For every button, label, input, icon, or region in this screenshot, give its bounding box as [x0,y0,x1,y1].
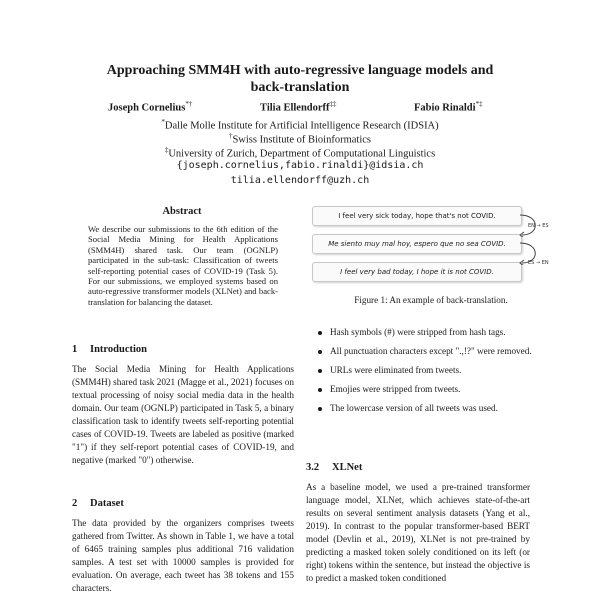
list-item: Emojies were stripped from tweets. [316,383,536,396]
affiliation-3: ‡University of Zurich, Department of Computational Linguistics [164,146,436,160]
arrow-label-en-es: EN → ES [528,223,549,229]
list-item: All punctuation characters except ".,!?" were removed. [316,345,536,358]
abstract-text: We describe our submissions to the 6th edition of the Social Media Mining for Health Applications (SMM4H) shared task. Our team (OGNLP) participated in the sub-task: Classification of tweets self-reporting potential cases of COVID-19 (Task 5). For our submissions, we employed systems based on auto-regressive transformer models (XLNet) and back-translation for balancing the dataset. [88,224,278,307]
figure-caption: Figure 1: An example of back-translation. [354,295,508,305]
bullet-icon [318,331,322,335]
section-heading-xlnet: 3.2 XLNet [306,462,363,473]
section-heading-introduction: 1 Introduction [72,344,147,355]
bullet-icon [318,388,322,392]
introduction-text: The Social Media Mining for Health Applications (SMM4H) shared task 2021 (Magge et al., 2021) focuses on textual processing of noisy social media data in the health domain. Our team (OGNLP) participated in Task 5, a binary classification task to identify tweets self-reporting potential cases of COVID-19. Tweets are labeled as positive (marked "1") if they self-report potential cases of COVID-19, and negative (marked "0") otherwise. [72,364,294,465]
list-item: URLs were eliminated from tweets. [316,364,536,377]
bullet-icon [318,350,322,354]
section-heading-dataset: 2 Dataset [72,498,124,509]
author-2: Tilia Ellendorff‡‡ [260,100,337,114]
list-item: Hash symbols (#) were stripped from hash tags. [316,326,536,339]
xlnet-text: As a baseline model, we used a pre-trained transformer language model, XLNet, which achieves state-of-the-art results on several sentiment analysis datasets (Yang et al., 2019). In contrast to the popular transformer-based BERT model (Devlin et al., 2019), XLNet is not pre-trained by predicting a masked token solely conditioned on its left (or right) tokens within the sentence, but instead the objective is to predict a masked token conditioned [306,482,530,583]
author-3: Fabio Rinaldi*‡ [414,100,483,114]
email-1: {joseph.cornelius,fabio.rinaldi}@idsia.ch [176,160,424,171]
figure-sentence-spanish: Me siento muy mal hoy, espero que no sea COVID. [312,234,522,254]
bullet-icon [318,407,322,411]
dataset-text: The data provided by the organizers comprises tweets gathered from Twitter. As shown in Table 1, we have a total of 6465 training samples plus additional 716 validation samples. A test set with 10000 samples is provided for evaluation. On average, each tweet has 38 tokens and 155 characters. [72,518,294,593]
title-line-2: back-translation [250,80,350,95]
figure-sentence-backtranslated: I feel very bad today, I hope it is not COVID. [312,262,522,282]
bullet-icon [318,369,322,373]
abstract-heading: Abstract [162,206,202,217]
arrow-label-es-en: ES → EN [528,260,549,266]
paper-title [80,62,520,96]
figure-sentence-original: I feel very sick today, hope that's not COVID. [312,206,522,226]
preprocessing-list [316,326,536,421]
affiliation-2: †Swiss Institute of Bioinformatics [228,132,372,146]
title-line-1: Approaching SMM4H with auto-regressive language models and [106,63,494,78]
author-list [100,100,500,116]
back-translation-figure [306,204,556,288]
list-item: The lowercase version of all tweets was used. [316,402,536,415]
author-1: Joseph Cornelius*† [108,100,193,114]
affiliation-1: *Dalle Molle Institute for Artificial Intelligence Research (IDSIA) [161,118,439,132]
email-2: tilia.ellendorff@uzh.ch [230,175,370,186]
